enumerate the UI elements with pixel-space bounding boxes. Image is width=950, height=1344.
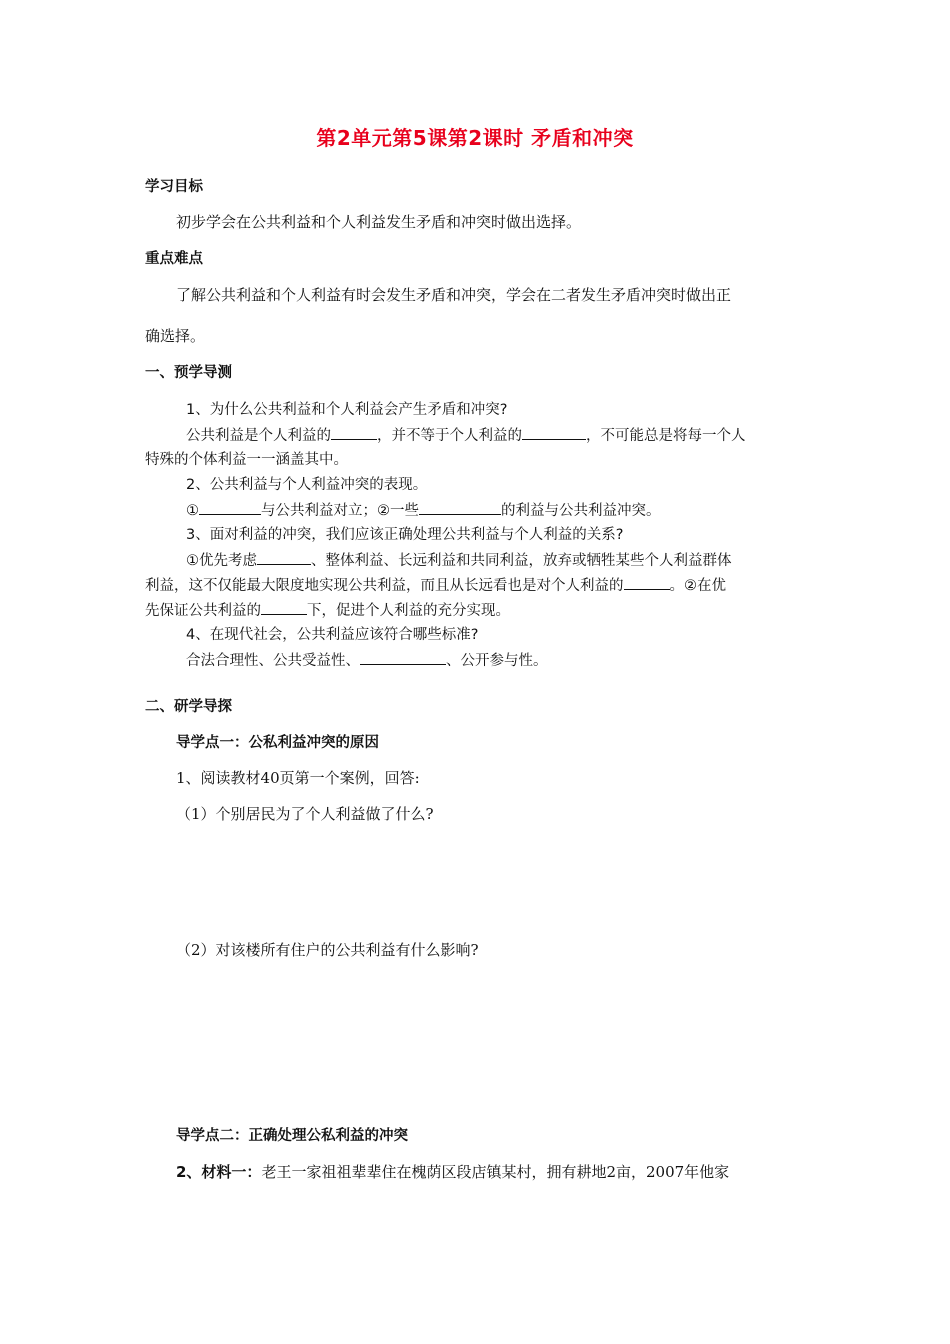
section1-heading: 一、预学导测 [145, 365, 232, 381]
text-span: 利益，这不仅能最大限度地实现公共利益，而且从长远看也是对个人利益的 [145, 578, 624, 594]
text-span: ，不可能总是将每一个人 [586, 428, 746, 444]
answer-3-line-1 [186, 550, 732, 571]
material-text: 老王一家祖祖辈辈住在槐荫区段店镇某村，拥有耕地2亩，2007年他家 [261, 1163, 730, 1181]
text-span: 先保证公共利益的 [145, 603, 261, 619]
study-point-2: 导学点二：正确处理公私利益的冲突 [176, 1128, 408, 1144]
text-span: 合法合理性、公共受益性、 [186, 653, 360, 669]
page-title: 第2单元第5课第2课时 矛盾和冲突 [316, 126, 634, 150]
text-span: 。②在优 [669, 578, 726, 594]
text-span: ① [186, 503, 199, 519]
point-1-question: 1、阅读教材40页第一个案例，回答: [176, 769, 420, 787]
fill-blank[interactable] [199, 500, 261, 515]
point-1-sub-1: （1）个别居民为了个人利益做了什么? [176, 805, 434, 823]
objectives-heading: 学习目标 [145, 179, 203, 195]
answer-3-line-3 [145, 600, 510, 621]
text-span: ①优先考虑 [186, 553, 257, 569]
fill-blank[interactable] [419, 500, 501, 515]
question-3: 3、面对利益的冲突，我们应该正确处理公共利益与个人利益的关系? [186, 527, 624, 543]
text-span: 与公共利益对立；②一些 [261, 503, 419, 519]
fill-blank[interactable] [261, 600, 307, 615]
question-1: 1、为什么公共利益和个人利益会产生矛盾和冲突? [186, 402, 508, 418]
objectives-text: 初步学会在公共利益和个人利益发生矛盾和冲突时做出选择。 [176, 213, 582, 231]
fill-blank[interactable] [331, 425, 377, 440]
key-points-line-2: 确选择。 [145, 327, 206, 345]
text-span: 下，促进个人利益的充分实现。 [307, 603, 510, 619]
text-span: 公共利益是个人利益的 [186, 428, 331, 444]
fill-blank[interactable] [257, 550, 311, 565]
text-span: 、公开参与性。 [446, 653, 548, 669]
answer-1-line-1 [186, 425, 746, 446]
answer-4 [186, 650, 548, 671]
study-point-1: 导学点一：公私利益冲突的原因 [176, 735, 379, 751]
answer-2 [186, 500, 661, 521]
point-1-sub-2: （2）对该楼所有住户的公共利益有什么影响? [176, 941, 479, 959]
material-1 [176, 1162, 729, 1182]
key-points-heading: 重点难点 [145, 251, 203, 267]
fill-blank[interactable] [360, 650, 446, 665]
section2-heading: 二、研学导探 [145, 699, 232, 715]
text-span: 、整体利益、长远利益和共同利益，放弃或牺牲某些个人利益群体 [311, 553, 732, 569]
fill-blank[interactable] [624, 575, 670, 590]
key-points-line-1: 了解公共利益和个人利益有时会发生矛盾和冲突，学会在二者发生矛盾冲突时做出正 [176, 286, 732, 304]
answer-3-line-2 [145, 575, 726, 596]
text-span: 的利益与公共利益冲突。 [501, 503, 661, 519]
fill-blank[interactable] [522, 425, 586, 440]
material-label: 2、材料一： [176, 1163, 262, 1181]
question-4: 4、在现代社会，公共利益应该符合哪些标准? [186, 627, 479, 643]
text-span: ，并不等于个人利益的 [377, 428, 522, 444]
question-2: 2、公共利益与个人利益冲突的表现。 [186, 477, 428, 493]
answer-1-line-2: 特殊的个体利益一一涵盖其中。 [145, 452, 348, 468]
